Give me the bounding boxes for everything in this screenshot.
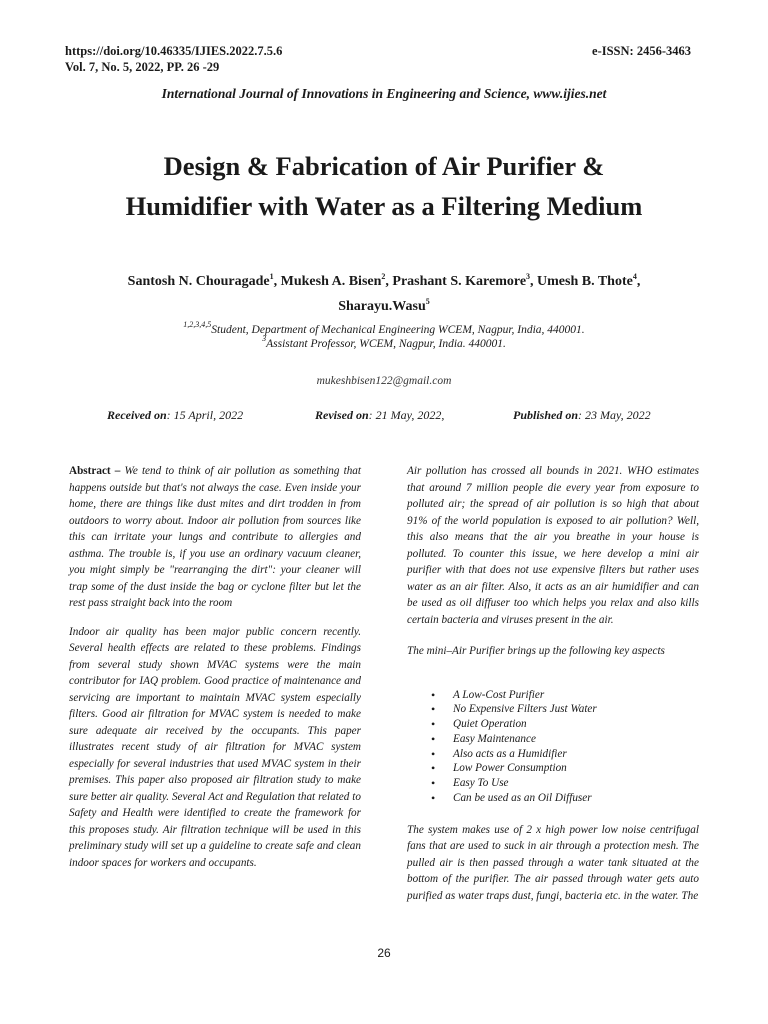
paragraph: The mini–Air Purifier brings up the following key aspects	[407, 645, 665, 657]
published-value: : 23 May, 2022	[578, 408, 651, 422]
author: Sharayu.Wasu	[338, 299, 426, 314]
author-sup: 4	[632, 272, 637, 281]
paper-title	[40, 146, 728, 226]
abstract-label: Abstract –	[69, 465, 121, 477]
issn: e-ISSN: 2456-3463	[592, 44, 691, 58]
published-label: Published on	[513, 408, 579, 422]
contact-email[interactable]: mukeshbisen122@gmail.com	[316, 375, 452, 387]
affiliation-sup: 1,2,3,4,5	[183, 320, 212, 329]
received-label: Received on	[107, 408, 167, 422]
affiliation-2	[0, 332, 768, 351]
author-sep: ,	[385, 274, 393, 289]
author-sep: ,	[636, 274, 641, 289]
author-sep: ,	[530, 274, 538, 289]
author-list	[60, 267, 708, 317]
journal-name: International Journal of Innovations in Engineering and Science, www.ijies.net	[161, 86, 607, 101]
title-line-2: Humidifier with Water as a Filtering Medium	[125, 191, 643, 221]
header-left	[65, 43, 282, 75]
right-column	[407, 463, 699, 904]
author-sup: 2	[381, 272, 386, 281]
author-sup: 1	[269, 272, 274, 281]
abstract-text: We tend to think of air pollution as something that happens outside but that's not always the case. Even inside your home, there are things like dust mites and dirt trodden in from outdoors to worry about. Indoor air pollution from sources like this can irritate your lungs and contribute to allergies and asthma. The trouble is, if you use an ordinary vacuum cleaner, you might simply be "rearranging the dirt": your cleaner will trap some of the dust inside the bag or cyclone filter but let the rest pass straight back into the room	[69, 465, 362, 609]
author-sup: 3	[526, 272, 531, 281]
list-item: • Low Power Consumption	[407, 761, 699, 776]
list-item: • A Low-Cost Purifier	[407, 688, 699, 703]
affiliation-text: Assistant Professor, WCEM, Nagpur, India. 440001.	[266, 338, 506, 350]
revised-value: : 21 May, 2022,	[368, 408, 445, 422]
paragraph: Indoor air quality has been major public concern recently. Several health effects are related to these problems. Findings from several study shown MVAC systems were the main contributor for IAQ problem. Good practice of maintenance and servicing are important to maintain MVAC system especially filters. Good air filtration for MVAC system is needed to make sure adequate air received by the occupants. This paper illustrates recent study of air filtration for MVAC system especially for several industries that used MVAC system in their premises. This paper also proposed air filtration study to make sure better air quality. Several Act and Regulation that related to Safety and Health were identified to create the framework for this proposes study. Air filtration technique will be used in this preliminary study will set up a guideline to create safe and clean indoor spaces for workers and occupants.	[69, 625, 361, 869]
author: Prashant S. Karemore	[392, 274, 527, 289]
list-item: • Quiet Operation	[407, 717, 699, 732]
left-column	[69, 463, 361, 871]
received-value: : 15 April, 2022	[166, 408, 244, 422]
revised-label: Revised on	[315, 408, 369, 422]
list-item: • Can be used as an Oil Diffuser	[407, 791, 699, 806]
list-item: • No Expensive Filters Just Water	[407, 702, 699, 717]
author-sep: ,	[273, 274, 281, 289]
author: Umesh B. Thote	[537, 274, 633, 289]
volume-info: Vol. 7, No. 5, 2022, PP. 26 -29	[65, 60, 220, 74]
affiliation-sup: 3	[262, 334, 267, 343]
list-item: • Easy Maintenance	[407, 732, 699, 747]
abstract	[69, 463, 361, 612]
paragraph: Air pollution has crossed all bounds in 2021. WHO estimates that around 7 million people die every year from exposure to polluted air; the spread of air pollution is so high that about 91% of the world population is exposed to air pollution? Well, this also means that the air you breathe in your house is polluted. To counter this issue, we here develop a mini air purifier with that does not use expensive filters but rather uses water as an air filter. Also, it acts as an air humidifier and can be used as oil diffuser too which helps you relax and also kills certain bacteria and viruses present in the air.	[407, 465, 699, 626]
page-number: 26	[377, 946, 391, 960]
list-item: • Easy To Use	[407, 776, 699, 791]
list-item: • Also acts as a Humidifier	[407, 747, 699, 762]
received-date	[107, 408, 243, 423]
title-line-1: Design & Fabrication of Air Purifier &	[163, 151, 605, 181]
paragraph: The system makes use of 2 x high power low noise centrifugal fans that are used to suck in air through a protection mesh. The pulled air is then passed through a water tank situated at the bottom of the purifier. The air passed through water gets auto purified as water traps dust, fungi, bacteria etc. in the water. The	[407, 823, 699, 902]
doi-link[interactable]: https://doi.org/10.46335/IJIES.2022.7.5.6	[65, 44, 283, 58]
key-aspects-list	[407, 688, 699, 806]
published-date	[513, 408, 651, 423]
revised-date	[315, 408, 444, 423]
author-sup: 5	[425, 297, 430, 306]
author: Mukesh A. Bisen	[280, 274, 382, 289]
affiliation-text: Student, Department of Mechanical Engineering WCEM, Nagpur, India, 440001.	[211, 324, 585, 336]
author: Santosh N. Chouragade	[127, 274, 270, 289]
